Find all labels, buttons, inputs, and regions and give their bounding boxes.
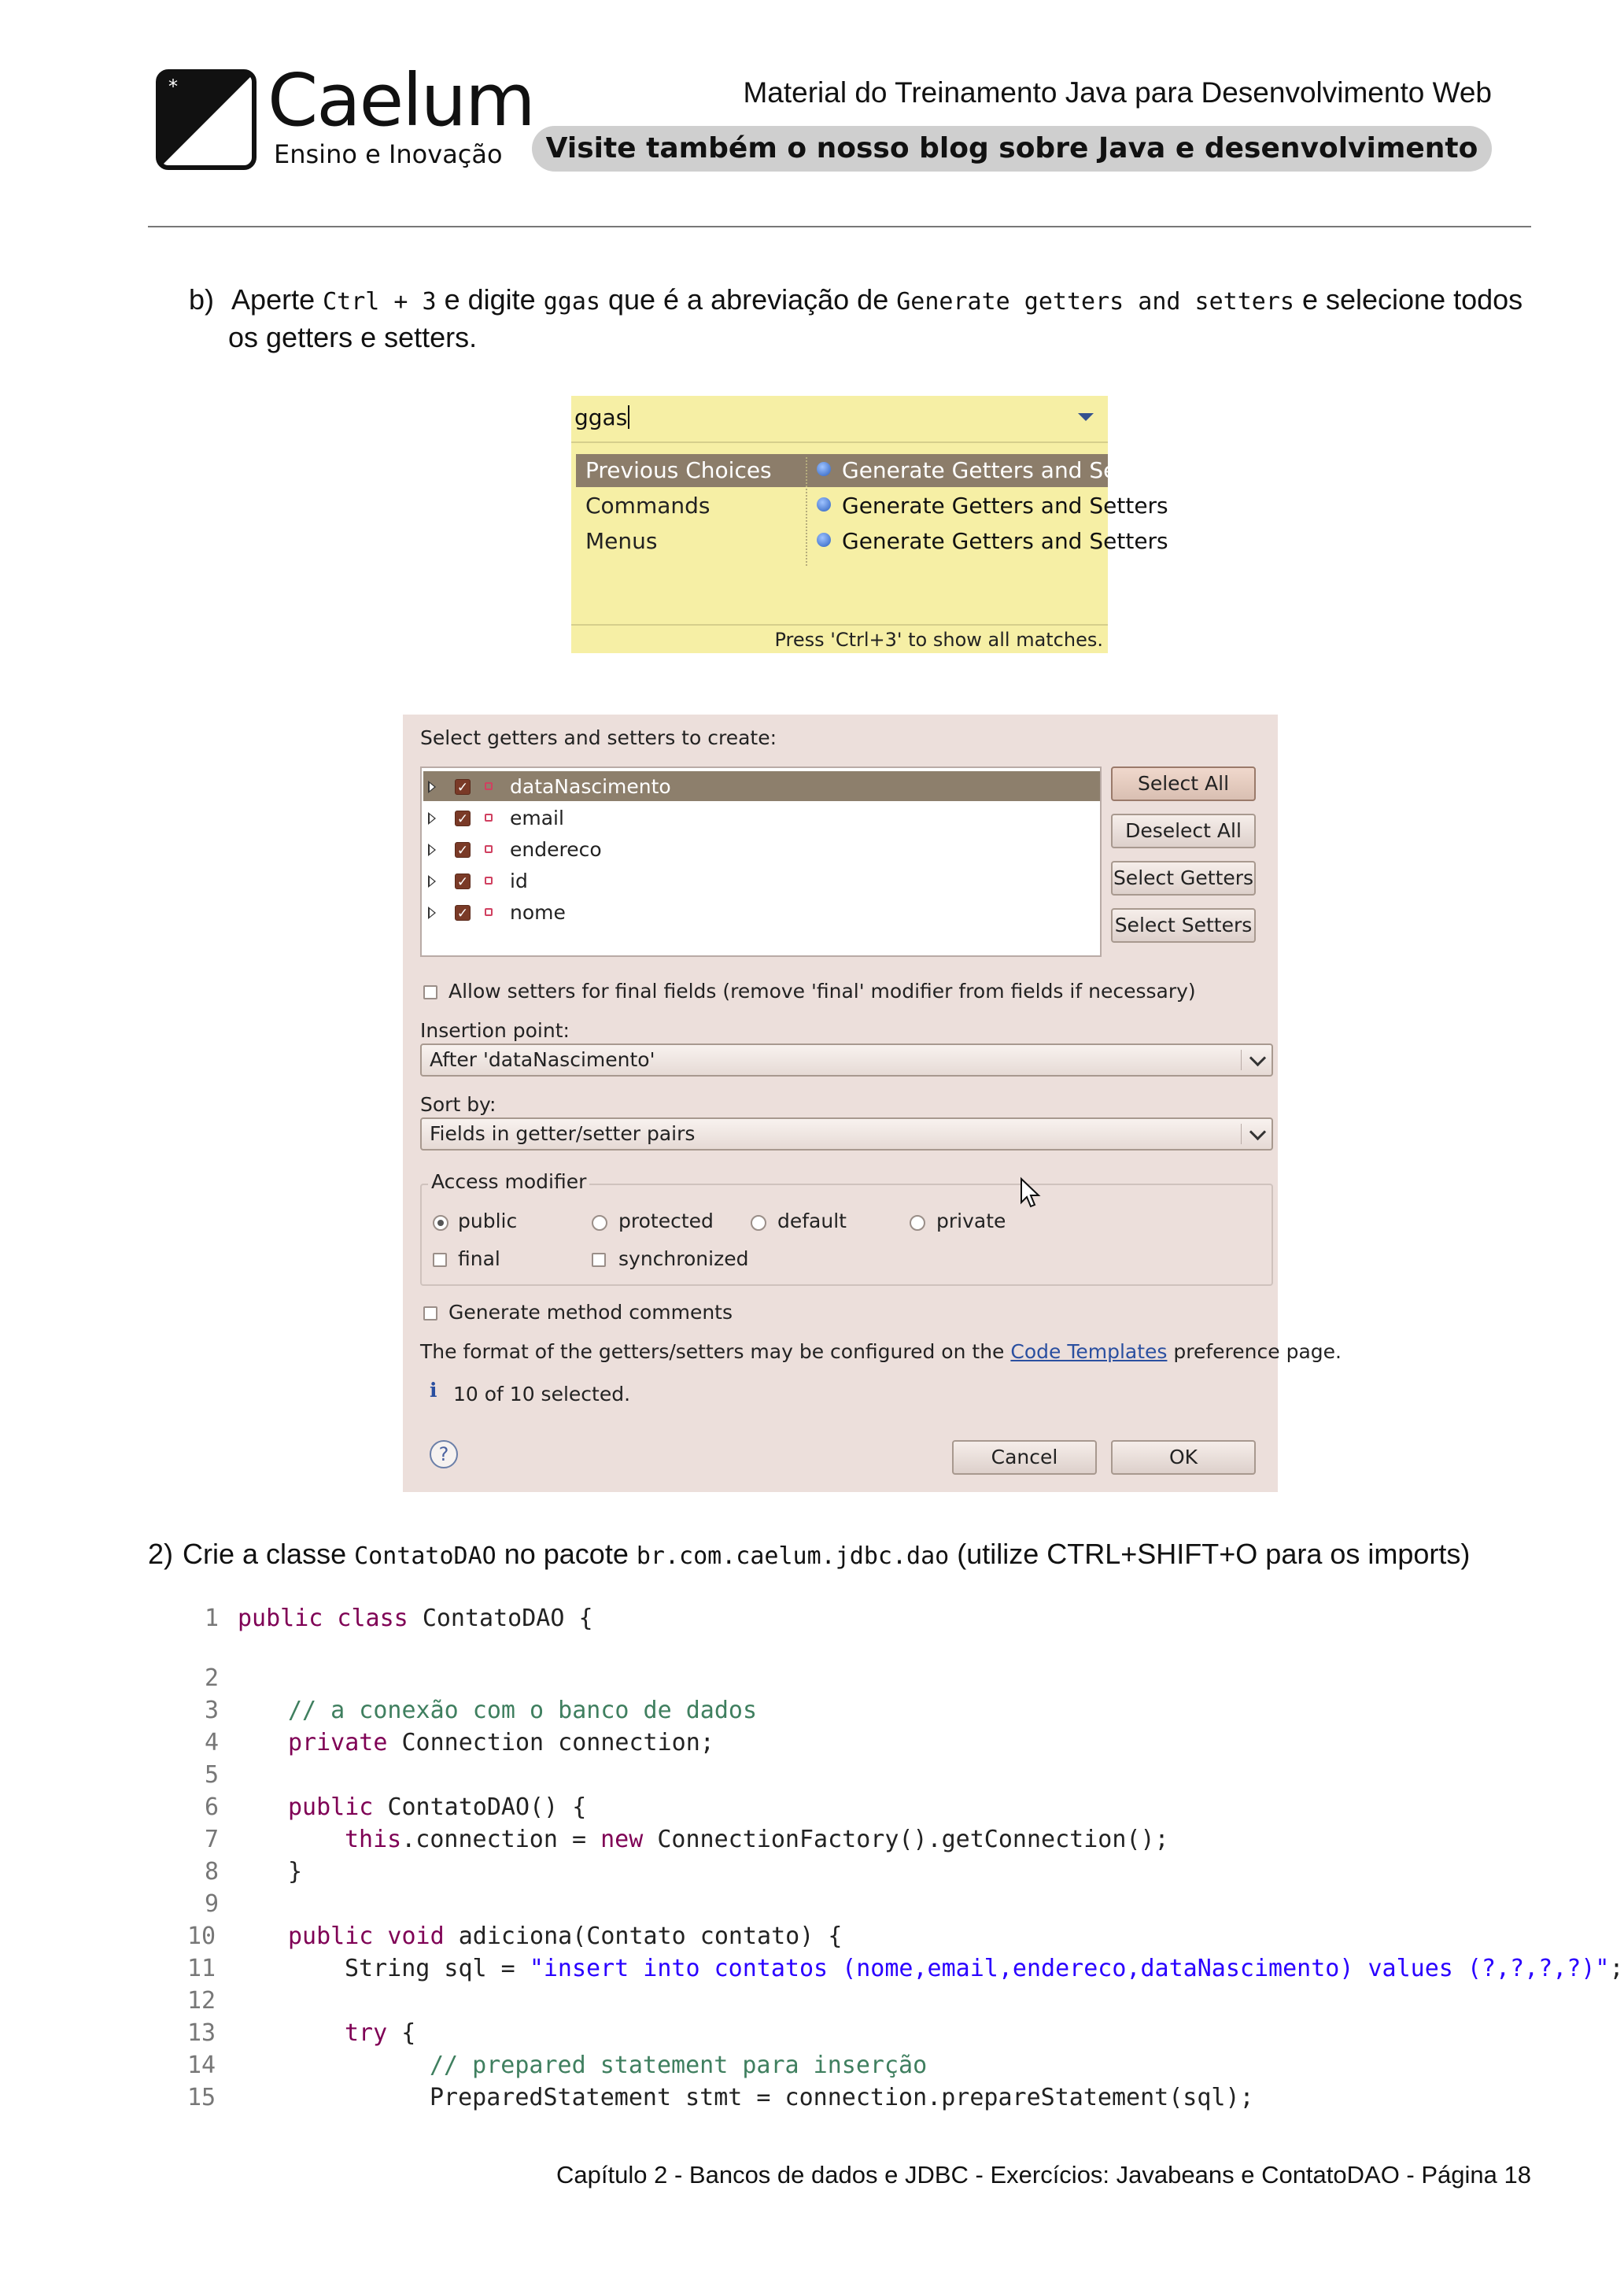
deselect-all-button[interactable]: Deselect All: [1111, 814, 1256, 848]
step-b-label: b): [189, 283, 215, 316]
code-text: }: [288, 1858, 303, 1886]
ok-button[interactable]: OK: [1111, 1440, 1256, 1475]
code-text: try {: [345, 2019, 416, 2047]
field-name: endereco: [510, 838, 602, 861]
step-b-t4: e selecione todos: [1294, 283, 1523, 316]
protected-label: protected: [618, 1210, 714, 1232]
line-number: 10: [187, 1923, 216, 1950]
code-text: public void adiciona(Contato contato) {: [288, 1923, 843, 1950]
allow-setters-label: Allow setters for final fields (remove 'final' modifier from fields if necessary): [448, 980, 1196, 1003]
qa-item-label: Generate Getters and Setters: [842, 493, 1168, 519]
line-number: 2: [204, 1664, 219, 1692]
line-number: 13: [187, 2019, 216, 2047]
step-b-t2: e digite: [436, 283, 544, 316]
step-2-t1: Crie a classe: [183, 1538, 355, 1570]
cancel-button[interactable]: Cancel: [952, 1440, 1097, 1475]
final-label: final: [458, 1247, 500, 1270]
checkbox-checked-icon[interactable]: ✓: [455, 811, 471, 826]
step-b-code-command: Generate getters and setters: [896, 288, 1294, 316]
header-title: Material do Treinamento Java para Desenvolvimento Web: [743, 76, 1492, 109]
checkbox-checked-icon[interactable]: ✓: [455, 779, 471, 795]
line-number: 15: [187, 2084, 216, 2111]
checkbox-checked-icon[interactable]: ✓: [455, 842, 471, 858]
help-icon[interactable]: ?: [430, 1440, 458, 1468]
line-number: 6: [204, 1793, 219, 1821]
blog-banner[interactable]: Visite também o nosso blog sobre Java e desenvolvimento: [532, 126, 1492, 172]
public-label: public: [458, 1210, 518, 1232]
select-all-button[interactable]: Select All: [1111, 766, 1256, 801]
step-2-label: 2): [148, 1538, 174, 1570]
field-name: dataNascimento: [510, 775, 671, 798]
info-icon: i: [430, 1379, 437, 1402]
logo-wordmark: Caelum: [268, 58, 534, 142]
line-number: 11: [187, 1955, 216, 1982]
line-number: 1: [204, 1605, 219, 1632]
default-label: default: [777, 1210, 847, 1232]
synchronized-label: synchronized: [618, 1247, 749, 1270]
code-text: private Connection connection;: [288, 1729, 714, 1756]
private-label: private: [936, 1210, 1006, 1232]
select-setters-button[interactable]: Select Setters: [1111, 908, 1256, 943]
step-b-code-abbrev: ggas: [543, 288, 600, 316]
line-number: 5: [204, 1761, 219, 1789]
insertion-point-label: Insertion point:: [420, 1019, 570, 1042]
line-number: 9: [204, 1890, 219, 1918]
step-2-code-class: ContatoDAO: [354, 1542, 496, 1570]
code-text: String sql = "insert into contatos (nome,email,endereco,dataNascimento) values (?,?,?,?)";: [345, 1955, 1624, 1982]
caelum-logo-icon: *: [156, 69, 257, 170]
quick-access-hint: Press 'Ctrl+3' to show all matches.: [571, 624, 1108, 653]
code-text: public class ContatoDAO {: [238, 1605, 593, 1632]
sort-by-label: Sort by:: [420, 1093, 496, 1116]
line-number: 14: [187, 2052, 216, 2079]
code-text: // prepared statement para inserção: [430, 2052, 928, 2079]
step-b-t3: que é a abreviação de: [600, 283, 897, 316]
code-text: this.connection = new ConnectionFactory().getConnection();: [345, 1826, 1169, 1853]
page-footer: Capítulo 2 - Bancos de dados e JDBC - Exercícios: Javabeans e ContatoDAO - Página 18: [556, 2161, 1531, 2189]
selection-status: 10 of 10 selected.: [453, 1383, 631, 1405]
qa-category-previous: Previous Choices: [585, 457, 772, 483]
line-number: 4: [204, 1729, 219, 1756]
logo-tagline: Ensino e Inovação: [274, 139, 503, 169]
step-2-t3: (utilize CTRL+SHIFT+O para os imports): [949, 1538, 1471, 1570]
qa-category-menus: Menus: [585, 528, 658, 554]
field-name: nome: [510, 901, 566, 924]
step-b-text-line2: os getters e setters.: [228, 321, 478, 353]
qa-item-label: Generate Getters and Setters: [842, 528, 1168, 554]
method-comments-label: Generate method comments: [448, 1301, 733, 1324]
line-number: 8: [204, 1858, 219, 1886]
step-b-t1: Aperte: [231, 283, 323, 316]
checkbox-checked-icon[interactable]: ✓: [455, 905, 471, 921]
quick-access-input-value: ggas: [574, 404, 628, 430]
dialog-prompt: Select getters and setters to create:: [420, 726, 777, 749]
step-2-t2: no pacote: [496, 1538, 637, 1570]
format-note-pre: The format of the getters/setters may be configured on the: [420, 1340, 1011, 1363]
line-number: 7: [204, 1826, 219, 1853]
step-b-code-shortcut: Ctrl + 3: [323, 288, 437, 316]
step-2-code-package: br.com.caelum.jdbc.dao: [636, 1542, 950, 1570]
qa-category-commands: Commands: [585, 493, 710, 519]
line-number: 3: [204, 1697, 219, 1724]
code-text: PreparedStatement stmt = connection.prepareStatement(sql);: [430, 2084, 1254, 2111]
code-text: public ContatoDAO() {: [288, 1793, 587, 1821]
checkbox-checked-icon[interactable]: ✓: [455, 874, 471, 889]
select-getters-button[interactable]: Select Getters: [1111, 861, 1256, 896]
code-text: // a conexão com o banco de dados: [288, 1697, 758, 1724]
field-name: email: [510, 807, 564, 829]
qa-item-label: Generate Getters and Setters: [842, 457, 1168, 483]
code-templates-link[interactable]: Code Templates: [1010, 1340, 1168, 1363]
insertion-point-value: After 'dataNascimento': [430, 1048, 655, 1071]
sort-by-value: Fields in getter/setter pairs: [430, 1122, 696, 1145]
line-number: 12: [187, 1987, 216, 2015]
field-name: id: [510, 870, 528, 892]
format-note-post: preference page.: [1167, 1340, 1342, 1363]
access-modifier-legend: Access modifier: [428, 1169, 589, 1195]
